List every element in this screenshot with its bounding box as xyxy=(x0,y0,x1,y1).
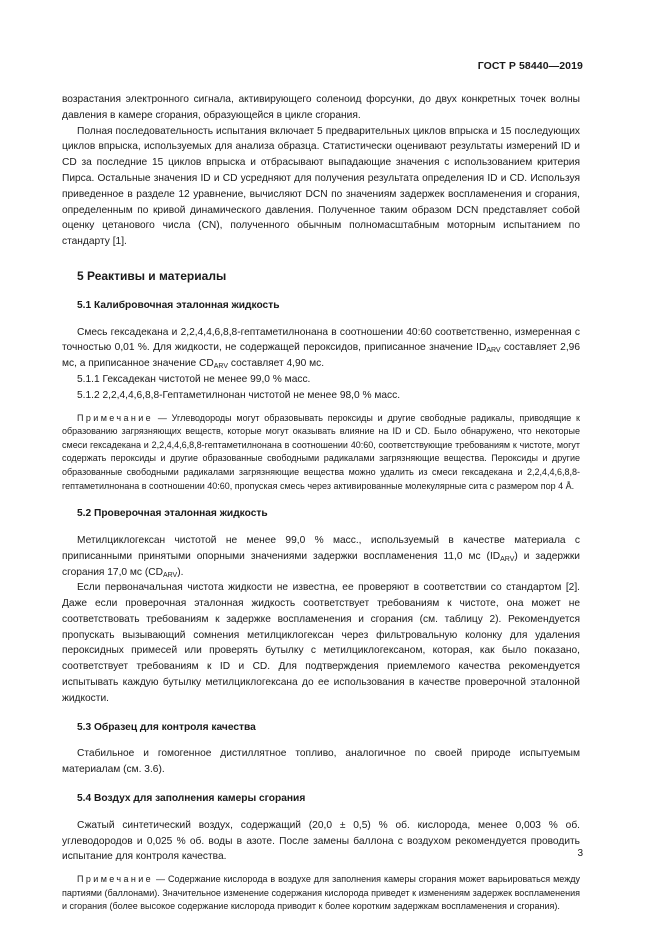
subscript-arv: ARV xyxy=(213,363,229,371)
page-content xyxy=(62,92,580,914)
text-fragment: Метилциклогексан чистотой не менее 99,0 % масс., используемый в качестве материала с приписанными принятыми опорными значениями задержки воспламенения 11,0 мс (ID xyxy=(62,534,580,562)
section-5-1-paragraph xyxy=(62,325,580,372)
section-5-2-paragraph-1 xyxy=(62,533,580,580)
intro-paragraph-1: возрастания электронного сигнала, активирующего соленоид форсунки, до двух конкретных точек волны давления в камере сгорания, образующейся в цикле сгорания. xyxy=(62,94,580,121)
item-5-1-1: 5.1.1 Гексадекан чистотой не менее 99,0 % масс. xyxy=(77,373,311,385)
standard-header: ГОСТ Р 58440—2019 xyxy=(477,60,583,72)
intro-paragraph-2: Полная последовательность испытания включает 5 предварительных циклов впрыска и 15 последующих циклов впрыска, используемых для анализа образца. Статистически оценивают результаты измерений ID и CD за последние 15 циклов впрыска и отбрасывают выпадающие значения с использованием критерия Пирса. Остальные значения ID и CD усредняют для получения результата определения ID и CD. Используя приведенное в разделе 12 уравнение, вычисляют DCN по значениям задержек воспламенения и сгорания, определенным по кривой динамического давления. Полученное таким образом DCN представляет собой оценку цетанового числа (CN), полученного обычным полномасштабным моторным испытанием по стандарту [1]. xyxy=(62,125,580,248)
section-5-4-title: 5.4 Воздух для заполнения камеры сгорания xyxy=(77,793,306,805)
note-text: — Содержание кислорода в воздухе для заполнения камеры сгорания может варьироваться между партиями (баллонами). Значительное изменение содержания кислорода приведет к изменениям задержек воспламенения и сгорания (более высокое содержание кислорода приводит к более коротким задержкам воспламенения и сгорания). xyxy=(62,874,580,912)
item-5-1-2: 5.1.2 2,2,4,4,6,8,8-Гептаметилнонан чистотой не менее 98,0 % масс. xyxy=(77,389,401,401)
text-fragment: ). xyxy=(177,566,184,578)
section-5-title: 5 Реактивы и материалы xyxy=(77,268,227,283)
section-5-3-paragraph: Стабильное и гомогенное дистиллятное топливо, аналогичное по своей природе испытуемым материалам (см. 3.6). xyxy=(62,748,580,776)
note-label: Примечание xyxy=(77,874,154,885)
text-fragment: составляет 4,90 мс. xyxy=(228,358,325,370)
note-5-1 xyxy=(62,412,580,494)
subscript-arv: ARV xyxy=(500,555,515,563)
section-5-1-title: 5.1 Калибровочная эталонная жидкость xyxy=(77,299,280,311)
subscript-arv: ARV xyxy=(162,571,178,579)
note-5-4 xyxy=(62,873,580,914)
text-fragment: Смесь гексадекана и 2,2,4,4,6,8,8-гептаметилнонана в соотношении 40:60 соответственно, измеренная с точностью 0,01 %. Для жидкости, не содержащей пероксидов, приписанное значение ID xyxy=(62,326,580,354)
section-5-4-paragraph: Сжатый синтетический воздух, содержащий (20,0 ± 0,5) % об. кислорода, менее 0,003 % об. углеводородов и 0,025 % об. воды в азоте. После замены баллона с воздухом рекомендуется проводить испытание для контроля качества. xyxy=(62,819,580,863)
section-5-3-title: 5.3 Образец для контроля качества xyxy=(77,721,256,733)
text-fragment: составляет 2,96 мс, а приписанное значение CD xyxy=(62,342,580,370)
section-5-2-paragraph-2: Если первоначальная чистота жидкости не известна, ее проверяют в соответствии со стандартом [2]. Даже если проверочная эталонная жидкость соответствует требованиям к чистоте, она может не соответствовать требованиям к задержке воспламенения и сгорания (см. таблицу 2). Рекомендуется пропускать вызывающий сомнения метилциклогексан через фильтровальную колонку для удаления пероксидных примесей или проверять бутылку с метилциклогексаном, которая, как было показано, соответствует требованиям к ID и CD. Для подтверждения приемлемого качества рекомендуется испытывать каждую бутылку метилциклогексана до ее использования в качестве проверочной эталонной жидкости. xyxy=(62,582,580,704)
text-fragment: ) и задержки сгорания 17,0 мс (CD xyxy=(62,550,580,578)
section-5-2-title: 5.2 Проверочная эталонная жидкость xyxy=(77,508,268,520)
note-label: Примечание xyxy=(77,412,154,423)
page-number: 3 xyxy=(577,848,583,859)
subscript-arv: ARV xyxy=(486,347,501,355)
note-text: — Углеводороды могут образовывать пероксиды и другие свободные радикалы, приводящие к образованию загрязняющих веществ, которые могут оказывать влияние на ID и CD. Было обнаружено, что некоторые смеси гексадекана и 2,2,4,4,6,8,8-гептаметилнонана в соотношении 40:60, соответствующие требованиям к чистоте, могут содержать пероксиды и другие образованные свободными радикалами загрязняющие вещества. Пероксиды и другие образованные свободными радикалами загрязняющие вещества можно удалить из смеси гексадекана и 2,2,4,4,6,8,8-гептаметилнонана в соотношении 40:60, пропуская смесь через активированные молекулярные сита с размером пор 4 Å. xyxy=(62,412,580,491)
